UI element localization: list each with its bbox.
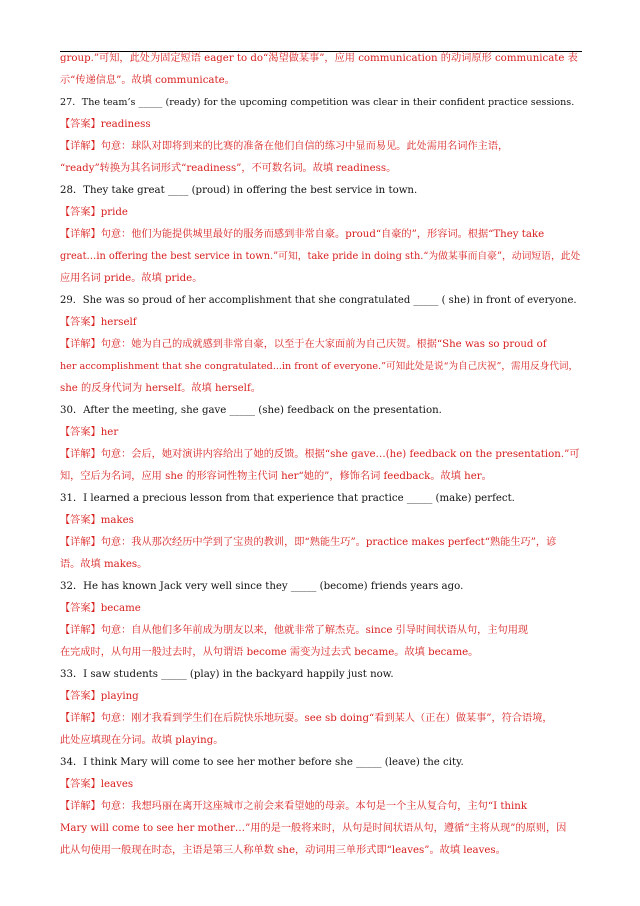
answer-line: Mary will come to see her mother…”用的是一般将来时，从句是时间状语从句，遵循“主将从现”的原则，因 [60,823,567,834]
answer-line: 【详解】句意：会后，她对演讲内容给出了她的反馈。根据“she gave…(he) feedback on the presentation.”可 [60,449,580,460]
answer-line: she 的反身代词为 herself。故填 herself。 [60,383,261,394]
answer-line: 【详解】句意：我从那次经历中学到了宝贵的教训，即“熟能生巧”。practice makes perfect“熟能生巧”，谚 [60,537,557,548]
answer-line: 此从句使用一般现在时态，主语是第三人称单数 she，动词用三单形式即“leaves”。故填 leaves。 [60,845,506,856]
answer-line: 【详解】句意：他们为能提供城里最好的服务而感到非常自豪。proud“自豪的”，形容词。根据“They take [60,229,545,240]
answer-line: 【答案】pride [60,207,128,218]
question-line: 30．After the meeting, she gave _____ (she) feedback on the presentation. [60,405,442,416]
answer-line: 知，空后为名词，应用 she 的形容词性物主代词 her“她的”，修饰名词 feedback。故填 her。 [60,471,492,482]
question-line: 28．They take great ____ (proud) in offering the best service in town. [60,185,418,196]
question-line: 31．I learned a precious lesson from that experience that practice _____ (make) perfect. [60,493,515,504]
answer-line: 【详解】句意：自从他们多年前成为朋友以来，他就非常了解杰克。since 引导时间状语从句，主句用现 [60,625,529,636]
answer-line: 【答案】playing [60,691,139,702]
answer-line: 【答案】makes [60,515,134,526]
question-line: 29．She was so proud of her accomplishment that she congratulated _____ ( she) in front of everyone. [60,295,577,306]
answer-line: 示“传递信息”。故填 communicate。 [60,75,235,86]
answer-line: 在完成时，从句用一般过去时，从句谓语 become 需变为过去式 became。故填 became。 [60,647,479,658]
document-content [60,48,582,862]
answer-line: 【答案】became [60,603,141,614]
question-line: 34．I think Mary will come to see her mother before she _____ (leave) the city. [60,757,464,768]
answer-line: 【详解】句意：她为自己的成就感到非常自豪，以至于在大家面前为自己庆贺。根据“She was so proud of [60,339,547,350]
answer-line: 【答案】her [60,427,119,438]
answer-line: 应用名词 pride。故填 pride。 [60,273,203,284]
answer-line: 【答案】readiness [60,119,151,130]
answer-line: 语。故填 makes。 [60,559,148,570]
answer-line: 【详解】句意：我想玛丽在离开这座城市之前会来看望她的母亲。本句是一个主从复合句，主句“I think [60,801,527,812]
answer-line: 此处应填现在分词。故填 playing。 [60,735,224,746]
answer-line: group.”可知，此处为固定短语 eager to do“渴望做某事”，应用 communication 的动词原形 communicate 表 [60,53,578,64]
question-line: 33．I saw students _____ (play) in the backyard happily just now. [60,669,394,680]
answer-line: great…in offering the best service in town.”可知，take pride in doing sth.“为做某事而自豪”，动词短语，此处 [60,251,581,262]
question-line: 27．The team’s _____ (ready) for the upcoming competition was clear in their confident practice sessions. [60,97,575,108]
answer-line: 【详解】句意：刚才我看到学生们在后院快乐地玩耍。see sb doing“看到某人（正在）做某事”，符合语境， [60,713,553,724]
answer-line: 【答案】herself [60,317,137,328]
answer-line: 【答案】leaves [60,779,134,790]
question-line: 32．He has known Jack very well since they _____ (become) friends years ago. [60,581,464,592]
answer-line: her accomplishment that she congratulated...in front of everyone.”可知此处是说“为自己庆祝”，需用反身代词， [60,361,579,372]
answer-line: 【详解】句意：球队对即将到来的比赛的准备在他们自信的练习中显而易见。此处需用名词作主语， [60,141,509,152]
answer-line: “ready”转换为其名词形式“readiness”，不可数名词。故填 readiness。 [60,163,397,174]
